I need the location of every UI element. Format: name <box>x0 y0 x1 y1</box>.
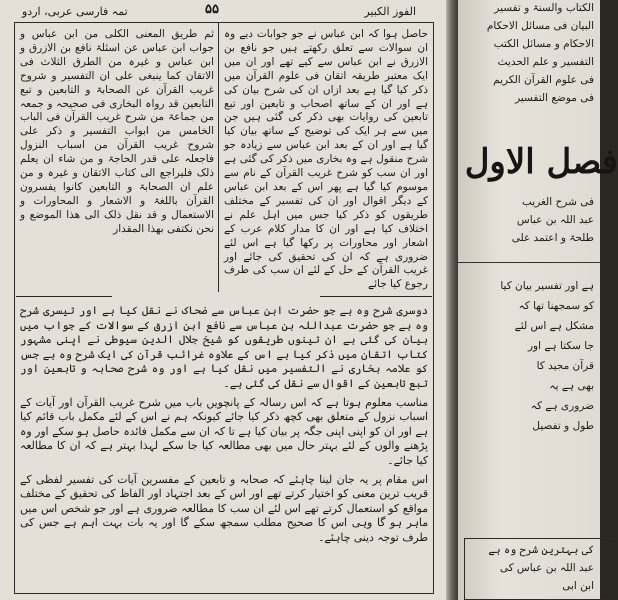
right-page-line: ابن ابی <box>562 580 594 592</box>
right-page-line: فی موضع التفسیر <box>515 92 594 104</box>
right-page <box>458 0 618 600</box>
right-page-line: التفسیر و علم الحدیث <box>497 56 594 68</box>
right-page-line: طلحۃ و اعتمد علی <box>511 232 594 244</box>
right-page-line: فی علوم القرآن الکریم <box>493 74 594 86</box>
page-header <box>10 2 440 22</box>
right-page-line: طول و تفصیل <box>532 420 594 432</box>
right-page-line: البیان فی مسائل الاحکام <box>486 20 594 32</box>
right-page-line: کو سمجھنا تھا کہ <box>518 300 594 312</box>
right-page-line: قرآن مجید کا <box>536 360 594 372</box>
header-title-left: تمہ فارسی عربی، اردو <box>22 5 128 18</box>
chapter-heading: فصل الاول <box>464 142 618 182</box>
right-page-line: ہے اور تفسیر بیان کیا <box>500 280 594 292</box>
page-number: ۵۵ <box>205 2 219 17</box>
right-page-rule <box>458 262 600 263</box>
right-page-line: جا سکتا ہے اور <box>527 340 594 352</box>
right-page-line: کی بہترین شرح وہ ہے <box>488 544 594 556</box>
translation-paragraph: دوسری شرح وہ ہے جو حضرت ابن عباس سے ضحاک نے نقل کیا ہے اور تیسری شرح وہ ہے جو حضرت عبداللہ بن عباس سے نافع ابن ازرق کے سوالات کے جواب میں بیان کی گئی ہے ان تینوں طریقوں کو شیخ جلال الدین سیوطی نے اپنی مشہور کتاب اتقان میں ذکر کیا ہے اس کے علاوہ غرائب قرآن کی ایک شرح وہ ہے جس کو علامہ بخاری نے التفسیر میں نقل کیا ہے اور وہ شرح صحابہ و تابعین اور تبع تابعین کے اقوال سے نقل کی گئی ہے۔ <box>20 304 428 390</box>
right-page-line: عبد اللہ بن عباس <box>516 214 594 226</box>
right-page-line: ضروری ہے کہ <box>530 400 594 412</box>
column-divider <box>218 22 219 292</box>
section-separator-left <box>16 296 112 297</box>
header-title-right: الفوز الکبیر <box>364 5 416 18</box>
section-separator-right <box>320 296 432 297</box>
translation-paragraph: مناسب معلوم ہوتا ہے کہ اس رسالہ کے پانچویں باب میں شرح غریب القرآن اور آیات کے اسباب نزول کے متعلق بھی کچھ ذکر کیا جائے کیونکہ ہم نے اس کے لئے مکمل باب قائم کیا ہے اور ان کو اپنی اپنی جگہ پر بیان کیا ہے تا کہ ان سے مکمل فائدہ حاصل ہو سکے اور وہ پڑھنے والوں کے لئے بہتر حال میں بھی مطالعہ کیا جا سکے لہذا بہتر ہے کہ ان کا مطالعہ کیا جائے۔ <box>20 395 428 467</box>
right-page-line: فی شرح الغریب <box>521 196 594 208</box>
right-page-line: الاحکام و مسائل الکتب <box>493 38 594 50</box>
arabic-column-left: ثم طریق المعنی الکلی من ابن عباس و جواب ابن عباس عن اسئلۃ نافع بن الازرق و ابن عباس و غیرہ من الطرق الثلاث فی الاتقان کما ینبغی علی ان التفسیر و شروح غریب القرآن عن الصحابۃ و التابعین و تبع التابعین قد رواہ البخاری فی صحیحہ و جمعہ من جماعۃ من شرح غریب القرآن فی الباب الخامس من ابواب التفسیر و ذکر علی شروح غریب القرآن من اسباب النزول فاجعلہ علی قدر الحاجۃ و من شاء ان یعلم ذلک فلیراجع الی کتاب الاتقان و غیرہ و من علم ان الصحابۃ و التابعین کانوا یفسرون القرآن باللغۃ و الاشعار و المحاورات و الاستعمال و قد نقل ذلک الی هذا الموضع و نحن نکتفی بهذا المقدار <box>20 28 214 235</box>
book-gutter <box>446 0 458 600</box>
arabic-column-right: حاصل ہوا کہ ابن عباس نے جو جوابات دیے وہ ان سوالات سے تعلق رکھتے ہیں جو نافع بن الازرق نے ابن عباس سے کیے تھے اور ان میں ایک معتبر طریقہ اتقان فی علوم القرآن میں ذکر کیا گیا ہے بعد ازاں ان کی شرح بیان کی ہے اور ان کے ساتھ اصحاب و تابعین اور تبع تابعین کی روایات بھی ذکر کی گئی ہیں جن میں سے ہر ایک کی توضیح کے ساتھ بیان کیا گیا ہے اور ان کے بعد ابن عباس سے زیادہ جو شرح منقول ہے وہ بخاری میں ذکر کی گئی ہے اور ان سب کو شرح غریب القرآن کے نام سے موسوم کیا گیا ہے پھر اس کے بعد ابن عباس کے دیگر اقوال اور ان کی تفسیر کے مختلف طریقوں کو ذکر کیا جس میں اہل علم نے اختلاف کیا ہے اور ان کا مدار کلام عرب کے اشعار اور محاورات پر رکھا گیا ہے اس لئے ضروری ہے کہ ان کی تحقیق کی جائے اور غریب القرآن کے حل کے لئے ان سب کی طرف رجوع کیا جائے <box>224 28 428 291</box>
right-page-line: الکتاب والسنۃ و تفسیر <box>494 2 594 14</box>
right-page-line: عبد اللہ بن عباس کی <box>499 562 594 574</box>
urdu-translation-block <box>20 304 428 588</box>
translation-paragraph: اس مقام پر یہ جان لینا چاہئے کہ صحابہ و تابعین کے مفسرین آیات کی تفسیر لفظی کے قریب ترین معنی کو اختیار کرتے تھے اور اس کے بعد اجتہاد اور الفاظ کی تحقیق کے مختلف مواقع کو استعمال کرتے تھے اس لئے ان سب کا مطالعہ ضروری ہے اور جو شخص اس میں ماہر ہو گا وہی اس کا صحیح مطلب سمجھ سکے گا اور یہ بات بہت اہم ہے جس کی طرف توجہ دینی چاہئے۔ <box>20 472 428 544</box>
right-page-line: مشکل ہے اس لئے <box>514 320 594 332</box>
right-page-line: بھی ہے یہ <box>549 380 594 392</box>
